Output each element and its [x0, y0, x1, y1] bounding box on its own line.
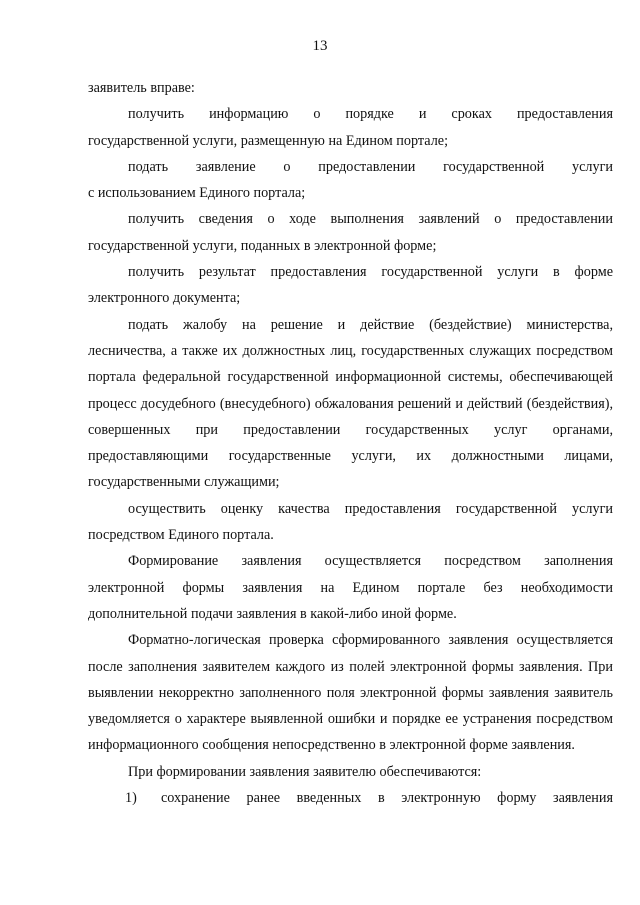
list-item — [88, 259, 613, 312]
line: подать заявление о предоставлении государственной услуги — [128, 158, 613, 175]
paragraph: Форматно-логическая проверка сформированного заявления осуществляется после заполнения заявителем каждого из полей электронной формы заявления. При выявлении некорректно заполненного поля электронной формы заявления заявитель уведомляется о характере выявленной ошибки и порядке ее устранения посредством информационного сообщения непосредственно в электронной форме заявления. — [88, 632, 613, 754]
page-number: 13 — [312, 38, 328, 54]
line: с использованием Единого портала; — [88, 185, 306, 202]
list-item: осуществить оценку качества предоставления государственной услуги посредством Единого портала. — [88, 500, 613, 544]
list-item — [88, 154, 613, 207]
paragraph: заявитель вправе: — [88, 80, 195, 96]
line: электронного документа; — [88, 290, 241, 307]
line: получить информацию о порядке и сроках предоставления — [128, 106, 613, 123]
item-text: сохранение ранее введенных в электронную форму заявления — [161, 790, 613, 807]
list-item — [88, 101, 613, 154]
item-number: 1) — [125, 790, 137, 807]
line: получить результат предоставления государственной услуги в форме — [128, 264, 613, 281]
list-item: подать жалобу на решение и действие (бездействие) министерства, лесничества, а также их должностных лиц, государственных служащих посредством портала федеральной государственной информационной системы, обеспечивающей процесс досудебного (внесудебного) обжалования решений и действий (бездействия), совершенных при предоставлении государственных услуг органами, предоставляющими государственные услуги, их должностными лицами, государственными служащими; — [88, 316, 613, 491]
paragraph: При формировании заявления заявителю обеспечиваются: — [128, 763, 482, 780]
numbered-item — [88, 785, 613, 811]
document-body — [88, 75, 613, 811]
line: получить сведения о ходе выполнения заявлений о предоставлении — [128, 211, 613, 228]
line: государственной услуги, поданных в электронной форме; — [88, 237, 437, 254]
line: государственной услуги, размещенную на Едином портале; — [88, 132, 449, 149]
paragraph: Формирование заявления осуществляется посредством заполнения электронной формы заявления на Едином портале без необходимости дополнительной подачи заявления в какой-либо иной форме. — [88, 553, 613, 622]
list-item — [88, 206, 613, 259]
